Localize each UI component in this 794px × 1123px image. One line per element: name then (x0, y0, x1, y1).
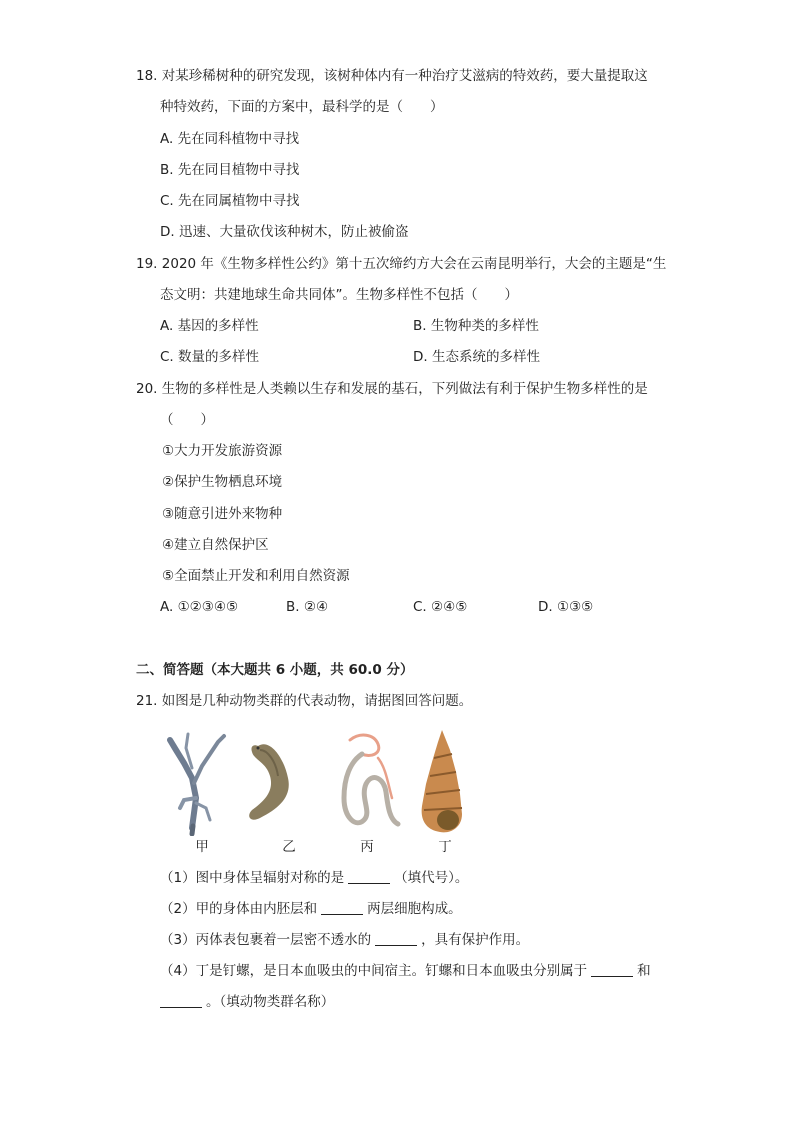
hydra-illustration (162, 728, 232, 836)
q19-option-d: D. 生态系统的多样性 (413, 349, 540, 365)
q20-option-a: A. ①②③④⑤ (160, 599, 239, 615)
q20-item-1: ①大力开发旅游资源 (162, 443, 283, 459)
q18-option-c: C. 先在同属植物中寻找 (160, 193, 300, 209)
q18-stem-line1: 18. 对某珍稀树种的研究发现，该树种体内有一种治疗艾滋病的特效药，要大量提取这 (136, 68, 648, 84)
roundworm-illustration (330, 728, 405, 836)
label-bing: 丙 (360, 839, 374, 855)
q21-sub4-prefix: （4）丁是钉螺，是日本血吸虫的中间宿主。钉螺和日本血吸虫分别属于 (160, 963, 588, 979)
snail-illustration (412, 728, 472, 836)
q21-sub4-line2 (160, 992, 334, 1012)
q21-sub3-prefix: （3）丙体表包裹着一层密不透水的 (160, 932, 372, 948)
q19-option-a: A. 基因的多样性 (160, 318, 259, 334)
q21-sub2-prefix: （2）甲的身体由内胚层和 (160, 901, 318, 917)
q19-option-b: B. 生物种类的多样性 (413, 318, 539, 334)
q19-stem-line2: 态文明：共建地球生命共同体”。生物多样性不包括（ ） (160, 287, 518, 303)
q21-sub1-suffix: （填代号）。 (394, 870, 469, 886)
q19-option-c: C. 数量的多样性 (160, 349, 260, 365)
q20-stem-line1: 20. 生物的多样性是人类赖以生存和发展的基石，下列做法有利于保护生物多样性的是 (136, 381, 648, 397)
answer-blank-1[interactable] (348, 869, 390, 884)
q20-stem-line2: （ ） (160, 412, 214, 428)
planarian-illustration (240, 728, 325, 836)
q21-sub1-prefix: （1）图中身体呈辐射对称的是 (160, 870, 345, 886)
q20-option-b: B. ②④ (286, 599, 329, 615)
q18-option-a: A. 先在同科植物中寻找 (160, 131, 300, 147)
q21-stem: 21. 如图是几种动物类群的代表动物，请据图回答问题。 (136, 693, 473, 709)
q19-stem-line1: 19. 2020 年《生物多样性公约》第十五次缔约方大会在云南昆明举行，大会的主题是“生 (136, 256, 667, 272)
q21-sub2-suffix: 两层细胞构成。 (367, 901, 462, 917)
q21-sub2 (160, 899, 462, 919)
q18-option-b: B. 先在同目植物中寻找 (160, 162, 300, 178)
q20-option-d: D. ①③⑤ (538, 599, 594, 615)
q20-item-3: ③随意引进外来物种 (162, 506, 283, 522)
label-ding: 丁 (438, 839, 452, 855)
q21-sub3 (160, 930, 529, 950)
answer-blank-5[interactable] (160, 993, 202, 1008)
section-heading: 二、简答题（本大题共 6 小题，共 60.0 分） (136, 662, 414, 678)
q20-item-2: ②保护生物栖息环境 (162, 474, 283, 490)
q20-item-5: ⑤全面禁止开发和利用自然资源 (162, 568, 350, 584)
answer-blank-2[interactable] (321, 900, 363, 915)
label-yi: 乙 (282, 839, 296, 855)
q20-option-c: C. ②④⑤ (413, 599, 468, 615)
q20-item-4: ④建立自然保护区 (162, 537, 269, 553)
q21-sub4 (160, 961, 651, 981)
answer-blank-4[interactable] (591, 962, 633, 977)
q21-sub4-mid: 和 (637, 963, 651, 979)
q21-sub1 (160, 868, 468, 888)
answer-blank-3[interactable] (375, 931, 417, 946)
q18-stem-line2: 种特效药，下面的方案中，最科学的是（ ） (160, 99, 444, 115)
q18-option-d: D. 迅速、大量砍伐该种树木，防止被偷盗 (160, 224, 409, 240)
q21-sub3-suffix: ，具有保护作用。 (421, 932, 530, 948)
q21-sub4-suffix: 。（填动物类群名称） (206, 994, 335, 1010)
label-jia: 甲 (195, 839, 209, 855)
